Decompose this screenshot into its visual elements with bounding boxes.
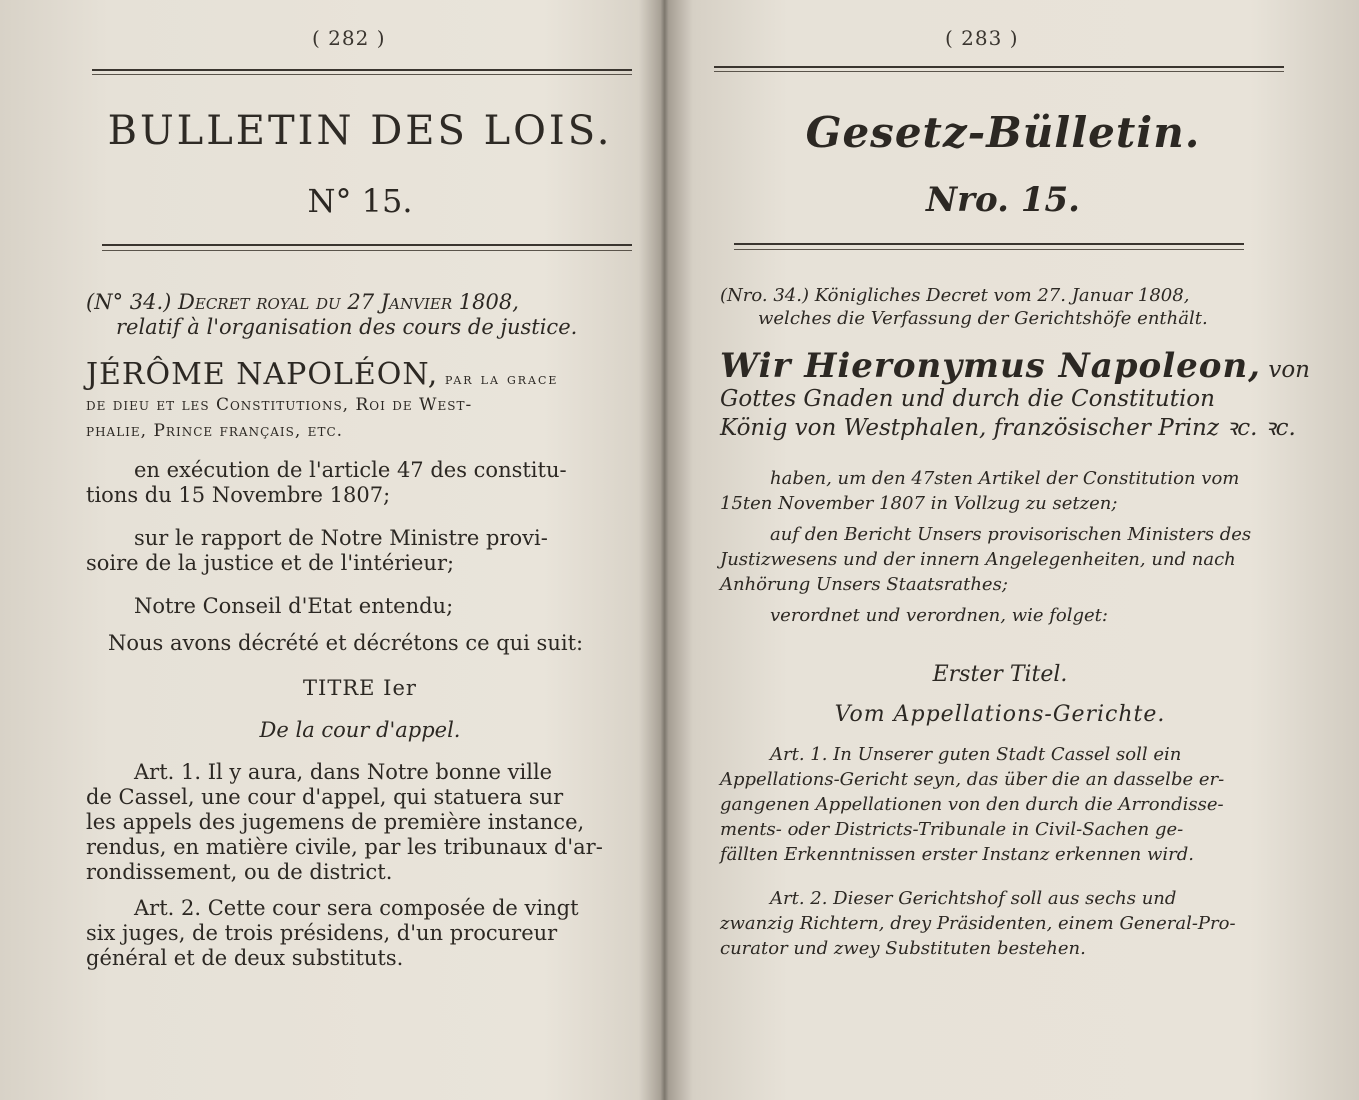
- art1-line2: de Cassel, une cour d'appel, qui statuera sur: [86, 785, 564, 809]
- preamble-line3: König von Westphalen, französischer Prinz ꝛc. ꝛc.: [720, 415, 1296, 441]
- titel-subheading: Vom Appellations-Gerichte.: [834, 702, 1166, 727]
- left-page: [0, 0, 665, 1100]
- preamble-rest: par la grace: [444, 369, 559, 388]
- bulletin-number: N° 15.: [307, 182, 413, 220]
- titre-subheading: De la cour d'appel.: [259, 718, 461, 742]
- preamble-line2: Gottes Gnaden und durch die Constitution: [720, 386, 1215, 412]
- art1-line5: rondissement, ou de district.: [86, 860, 393, 884]
- consideration-2a: auf den Bericht Unsers provisorischen Ministers des: [770, 524, 1252, 545]
- consideration-3: verordnet und verordnen, wie folget:: [770, 605, 1108, 626]
- top-rule-thin: [714, 71, 1284, 72]
- art1-line3: gangenen Appellationen von den durch die Arrondisse-: [720, 794, 1224, 815]
- preamble: [86, 357, 634, 444]
- titel-heading: Erster Titel.: [932, 662, 1068, 687]
- gesetz-title: Gesetz-Bülletin.: [805, 108, 1201, 157]
- considerations: [720, 466, 1280, 628]
- article-1: [86, 760, 634, 885]
- section-rule-thin: [734, 249, 1244, 250]
- art1-line1: Art. 1. In Unserer guten Stadt Cassel soll ein: [770, 744, 1182, 765]
- bulletin-title: BULLETIN DES LOIS.: [107, 108, 613, 154]
- preamble-rest: von: [1268, 357, 1310, 383]
- top-rule: [714, 66, 1284, 68]
- decree-line1: (Nro. 34.) Königliches Decret vom 27. Januar 1808,: [720, 285, 1190, 306]
- art2-line1: Art. 2. Cette cour sera composée de vingt: [134, 896, 579, 920]
- section-rule: [734, 243, 1244, 245]
- decree-title: Decret royal du 27 Janvier 1808,: [178, 290, 519, 314]
- page-number: ( 283 ): [945, 26, 1019, 50]
- consideration-2b: soire de la justice et de l'intérieur;: [86, 551, 455, 575]
- decree-subtitle: relatif à l'organisation des cours de justice.: [116, 315, 578, 339]
- decree-heading: [86, 290, 634, 340]
- top-rule-thin: [92, 74, 632, 75]
- art2-line3: général et de deux substituts.: [86, 946, 404, 970]
- consideration-2c: Anhörung Unsers Staatsrathes;: [720, 574, 1008, 595]
- art1-line1: Art. 1. Il y aura, dans Notre bonne ville: [134, 760, 553, 784]
- considerations: [86, 458, 634, 656]
- art1-line4: ments- oder Districts-Tribunale in Civil-Sachen ge-: [720, 819, 1184, 840]
- consideration-1b: tions du 15 Novembre 1807;: [86, 483, 391, 507]
- preamble: [720, 346, 1310, 443]
- consideration-2a: sur le rapport de Notre Ministre provi-: [134, 526, 548, 550]
- king-name: JÉRÔME NAPOLÉON,: [86, 357, 439, 392]
- consideration-2b: Justizwesens und der innern Angelegenheiten, und nach: [720, 549, 1236, 570]
- preamble-line3: phalie, Prince français, etc.: [86, 421, 344, 441]
- consideration-1a: haben, um den 47sten Artikel der Constitution vom: [770, 468, 1240, 489]
- art2-line2: zwanzig Richtern, drey Präsidenten, einem General-Pro-: [720, 913, 1236, 934]
- right-page: [668, 0, 1359, 1100]
- article-2: [86, 896, 634, 971]
- preamble-line2: de dieu et les Constitutions, Roi de West-: [86, 395, 473, 415]
- art1-line2: Appellations-Gericht seyn, das über die an dasselbe er-: [720, 769, 1225, 790]
- page-number: ( 282 ): [312, 26, 386, 50]
- top-rule: [92, 69, 632, 71]
- consideration-1b: 15ten November 1807 in Vollzug zu setzen;: [720, 493, 1118, 514]
- decree-number: (N° 34.): [86, 290, 172, 314]
- decree-line2: welches die Verfassung der Gerichtshöfe enthält.: [758, 308, 1208, 329]
- art1-line3: les appels des jugemens de première instance,: [86, 810, 585, 834]
- art2-line2: six juges, de trois présidens, d'un procureur: [86, 921, 558, 945]
- art1-line4: rendus, en matière civile, par les tribunaux d'ar-: [86, 835, 603, 859]
- decree-heading: [720, 284, 1280, 330]
- section-rule: [102, 244, 632, 246]
- section-rule-thin: [102, 250, 632, 251]
- gesetz-number: Nro. 15.: [926, 180, 1080, 220]
- king-name: Wir Hieronymus Napoleon,: [720, 346, 1262, 386]
- consideration-1a: en exécution de l'article 47 des constitu-: [134, 458, 567, 482]
- article-1: [720, 742, 1280, 867]
- art1-line5: fällten Erkenntnissen erster Instanz erkennen wird.: [720, 844, 1195, 865]
- consideration-4: Nous avons décrété et décrétons ce qui suit:: [108, 631, 584, 655]
- art2-line1: Art. 2. Dieser Gerichtshof soll aus sechs und: [770, 888, 1177, 909]
- titre-heading: TITRE Ier: [303, 676, 417, 700]
- consideration-3: Notre Conseil d'Etat entendu;: [134, 594, 454, 618]
- article-2: [720, 886, 1280, 961]
- art2-line3: curator und zwey Substituten bestehen.: [720, 938, 1086, 959]
